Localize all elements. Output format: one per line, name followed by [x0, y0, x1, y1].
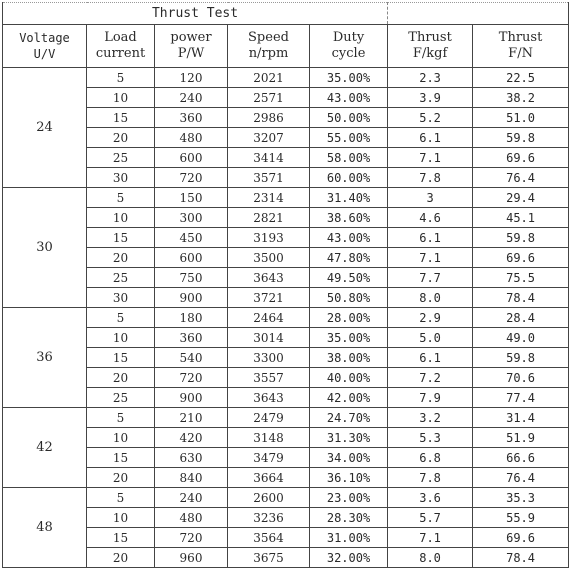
power-cell: 360 [155, 328, 228, 348]
thrust-newton-cell: 77.4 [473, 388, 569, 408]
thrust-newton-cell: 38.2 [473, 88, 569, 108]
thrust-newton-cell: 22.5 [473, 68, 569, 88]
thrust-newton-cell: 51.9 [473, 428, 569, 448]
table-row [3, 188, 569, 208]
speed-cell: 3564 [228, 528, 310, 548]
speed-cell: 3721 [228, 288, 310, 308]
speed-cell: 2464 [228, 308, 310, 328]
thrust-kgf-cell: 6.1 [388, 228, 473, 248]
speed-cell: 2479 [228, 408, 310, 428]
thrust-newton-cell: 78.4 [473, 548, 569, 568]
table-row [3, 468, 569, 488]
load-current-cell: 15 [87, 108, 155, 128]
thrust-newton-cell: 76.4 [473, 168, 569, 188]
duty-cycle-cell: 32.00% [310, 548, 388, 568]
voltage-group-cell: 36 [3, 308, 87, 408]
header-speed [228, 25, 310, 68]
thrust-kgf-cell: 4.6 [388, 208, 473, 228]
table-row [3, 308, 569, 328]
load-current-cell: 10 [87, 328, 155, 348]
power-cell: 900 [155, 388, 228, 408]
table-row [3, 168, 569, 188]
table-row [3, 548, 569, 568]
thrust-kgf-cell: 5.2 [388, 108, 473, 128]
thrust-kgf-cell: 2.3 [388, 68, 473, 88]
duty-cycle-cell: 49.50% [310, 268, 388, 288]
load-current-cell: 10 [87, 508, 155, 528]
thrust-newton-cell: 29.4 [473, 188, 569, 208]
header-power [155, 25, 228, 68]
thrust-newton-cell: 69.6 [473, 528, 569, 548]
power-cell: 360 [155, 108, 228, 128]
table-row [3, 328, 569, 348]
header-row [3, 25, 569, 68]
speed-cell: 3479 [228, 448, 310, 468]
load-current-cell: 5 [87, 488, 155, 508]
header-duty-cycle-line1: Duty [332, 30, 365, 45]
power-cell: 720 [155, 168, 228, 188]
power-cell: 240 [155, 88, 228, 108]
header-load-current-line2: current [95, 46, 146, 61]
speed-cell: 3643 [228, 268, 310, 288]
header-thrust-kgf-line1: Thrust [408, 30, 452, 45]
thrust-kgf-cell: 7.8 [388, 168, 473, 188]
thrust-test-sheet [2, 2, 570, 570]
thrust-kgf-cell: 3.6 [388, 488, 473, 508]
thrust-kgf-cell: 7.1 [388, 528, 473, 548]
table-title: Thrust Test [3, 3, 388, 25]
thrust-newton-cell: 69.6 [473, 148, 569, 168]
thrust-kgf-cell: 6.1 [388, 128, 473, 148]
table-row [3, 388, 569, 408]
table-row [3, 128, 569, 148]
thrust-kgf-cell: 3.2 [388, 408, 473, 428]
load-current-cell: 25 [87, 148, 155, 168]
header-thrust-newton [473, 25, 569, 68]
table-row [3, 208, 569, 228]
thrust-kgf-cell: 3 [388, 188, 473, 208]
power-cell: 750 [155, 268, 228, 288]
table-row [3, 528, 569, 548]
duty-cycle-cell: 35.00% [310, 68, 388, 88]
thrust-newton-cell: 69.6 [473, 248, 569, 268]
duty-cycle-cell: 31.30% [310, 428, 388, 448]
duty-cycle-cell: 34.00% [310, 448, 388, 468]
speed-cell: 3675 [228, 548, 310, 568]
thrust-kgf-cell: 8.0 [388, 288, 473, 308]
thrust-newton-cell: 75.5 [473, 268, 569, 288]
thrust-kgf-cell: 7.9 [388, 388, 473, 408]
table-row [3, 268, 569, 288]
duty-cycle-cell: 60.00% [310, 168, 388, 188]
power-cell: 630 [155, 448, 228, 468]
load-current-cell: 15 [87, 528, 155, 548]
load-current-cell: 5 [87, 188, 155, 208]
load-current-cell: 10 [87, 88, 155, 108]
power-cell: 840 [155, 468, 228, 488]
duty-cycle-cell: 23.00% [310, 488, 388, 508]
header-power-line2: P/W [177, 46, 205, 61]
thrust-kgf-cell: 7.8 [388, 468, 473, 488]
thrust-kgf-cell: 5.3 [388, 428, 473, 448]
thrust-kgf-cell: 3.9 [388, 88, 473, 108]
load-current-cell: 5 [87, 408, 155, 428]
header-voltage [3, 25, 87, 68]
speed-cell: 3207 [228, 128, 310, 148]
thrust-kgf-cell: 7.1 [388, 248, 473, 268]
thrust-kgf-cell: 5.7 [388, 508, 473, 528]
voltage-group-cell: 42 [3, 408, 87, 488]
speed-cell: 2821 [228, 208, 310, 228]
duty-cycle-cell: 43.00% [310, 228, 388, 248]
power-cell: 150 [155, 188, 228, 208]
thrust-newton-cell: 59.8 [473, 228, 569, 248]
thrust-newton-cell: 51.0 [473, 108, 569, 128]
table-row [3, 508, 569, 528]
duty-cycle-cell: 31.40% [310, 188, 388, 208]
thrust-newton-cell: 45.1 [473, 208, 569, 228]
load-current-cell: 30 [87, 288, 155, 308]
thrust-newton-cell: 70.6 [473, 368, 569, 388]
speed-cell: 3300 [228, 348, 310, 368]
load-current-cell: 15 [87, 228, 155, 248]
thrust-newton-cell: 55.9 [473, 508, 569, 528]
table-row [3, 228, 569, 248]
thrust-test-table [2, 2, 569, 568]
duty-cycle-cell: 28.00% [310, 308, 388, 328]
power-cell: 600 [155, 248, 228, 268]
speed-cell: 3664 [228, 468, 310, 488]
table-row [3, 368, 569, 388]
thrust-newton-cell: 59.8 [473, 348, 569, 368]
table-row [3, 108, 569, 128]
power-cell: 480 [155, 508, 228, 528]
thrust-newton-cell: 76.4 [473, 468, 569, 488]
header-voltage-line1: Voltage [19, 31, 70, 45]
header-thrust-kgf [388, 25, 473, 68]
duty-cycle-cell: 43.00% [310, 88, 388, 108]
power-cell: 600 [155, 148, 228, 168]
thrust-kgf-cell: 6.8 [388, 448, 473, 468]
duty-cycle-cell: 50.00% [310, 108, 388, 128]
table-row [3, 448, 569, 468]
thrust-newton-cell: 66.6 [473, 448, 569, 468]
header-thrust-newton-line1: Thrust [498, 30, 543, 45]
duty-cycle-cell: 50.80% [310, 288, 388, 308]
power-cell: 420 [155, 428, 228, 448]
power-cell: 720 [155, 528, 228, 548]
voltage-group-cell: 24 [3, 68, 87, 188]
duty-cycle-cell: 35.00% [310, 328, 388, 348]
header-duty-cycle-line2: cycle [331, 46, 366, 61]
speed-cell: 3643 [228, 388, 310, 408]
duty-cycle-cell: 38.00% [310, 348, 388, 368]
power-cell: 120 [155, 68, 228, 88]
header-power-line1: power [170, 30, 212, 45]
speed-cell: 3193 [228, 228, 310, 248]
speed-cell: 3236 [228, 508, 310, 528]
power-cell: 180 [155, 308, 228, 328]
duty-cycle-cell: 31.00% [310, 528, 388, 548]
load-current-cell: 5 [87, 68, 155, 88]
load-current-cell: 20 [87, 128, 155, 148]
speed-cell: 3014 [228, 328, 310, 348]
header-thrust-newton-line2: F/N [508, 46, 533, 61]
header-load-current-line1: Load [104, 30, 137, 45]
thrust-newton-cell: 59.8 [473, 128, 569, 148]
speed-cell: 3557 [228, 368, 310, 388]
load-current-cell: 20 [87, 368, 155, 388]
thrust-kgf-cell: 5.0 [388, 328, 473, 348]
speed-cell: 2571 [228, 88, 310, 108]
duty-cycle-cell: 47.80% [310, 248, 388, 268]
load-current-cell: 10 [87, 208, 155, 228]
power-cell: 480 [155, 128, 228, 148]
voltage-group-cell: 30 [3, 188, 87, 308]
table-row [3, 88, 569, 108]
power-cell: 900 [155, 288, 228, 308]
speed-cell: 2314 [228, 188, 310, 208]
load-current-cell: 25 [87, 268, 155, 288]
speed-cell: 2021 [228, 68, 310, 88]
power-cell: 960 [155, 548, 228, 568]
speed-cell: 3148 [228, 428, 310, 448]
header-duty-cycle [310, 25, 388, 68]
title-row [3, 3, 569, 25]
duty-cycle-cell: 58.00% [310, 148, 388, 168]
thrust-newton-cell: 28.4 [473, 308, 569, 328]
header-speed-line2: n/rpm [248, 46, 289, 61]
table-row [3, 348, 569, 368]
load-current-cell: 25 [87, 388, 155, 408]
duty-cycle-cell: 38.60% [310, 208, 388, 228]
voltage-group-cell: 48 [3, 488, 87, 568]
table-row [3, 148, 569, 168]
thrust-newton-cell: 49.0 [473, 328, 569, 348]
power-cell: 300 [155, 208, 228, 228]
duty-cycle-cell: 28.30% [310, 508, 388, 528]
load-current-cell: 20 [87, 468, 155, 488]
duty-cycle-cell: 42.00% [310, 388, 388, 408]
thrust-kgf-cell: 6.1 [388, 348, 473, 368]
power-cell: 540 [155, 348, 228, 368]
speed-cell: 2600 [228, 488, 310, 508]
thrust-newton-cell: 35.3 [473, 488, 569, 508]
load-current-cell: 30 [87, 168, 155, 188]
duty-cycle-cell: 24.70% [310, 408, 388, 428]
thrust-kgf-cell: 2.9 [388, 308, 473, 328]
power-cell: 240 [155, 488, 228, 508]
header-thrust-kgf-line2: F/kgf [412, 46, 448, 61]
table-row [3, 68, 569, 88]
load-current-cell: 15 [87, 448, 155, 468]
speed-cell: 2986 [228, 108, 310, 128]
thrust-newton-cell: 78.4 [473, 288, 569, 308]
table-row [3, 288, 569, 308]
thrust-kgf-cell: 8.0 [388, 548, 473, 568]
load-current-cell: 10 [87, 428, 155, 448]
table-row [3, 408, 569, 428]
table-row [3, 488, 569, 508]
table-row [3, 248, 569, 268]
load-current-cell: 20 [87, 548, 155, 568]
header-speed-line1: Speed [248, 30, 289, 45]
speed-cell: 3414 [228, 148, 310, 168]
load-current-cell: 20 [87, 248, 155, 268]
thrust-kgf-cell: 7.2 [388, 368, 473, 388]
thrust-newton-cell: 31.4 [473, 408, 569, 428]
thrust-kgf-cell: 7.7 [388, 268, 473, 288]
speed-cell: 3500 [228, 248, 310, 268]
load-current-cell: 5 [87, 308, 155, 328]
power-cell: 210 [155, 408, 228, 428]
header-voltage-line2: U/V [33, 47, 56, 61]
header-load-current [87, 25, 155, 68]
table-row [3, 428, 569, 448]
duty-cycle-cell: 55.00% [310, 128, 388, 148]
title-blank-cell [388, 3, 569, 25]
load-current-cell: 15 [87, 348, 155, 368]
duty-cycle-cell: 40.00% [310, 368, 388, 388]
speed-cell: 3571 [228, 168, 310, 188]
thrust-kgf-cell: 7.1 [388, 148, 473, 168]
duty-cycle-cell: 36.10% [310, 468, 388, 488]
power-cell: 720 [155, 368, 228, 388]
power-cell: 450 [155, 228, 228, 248]
